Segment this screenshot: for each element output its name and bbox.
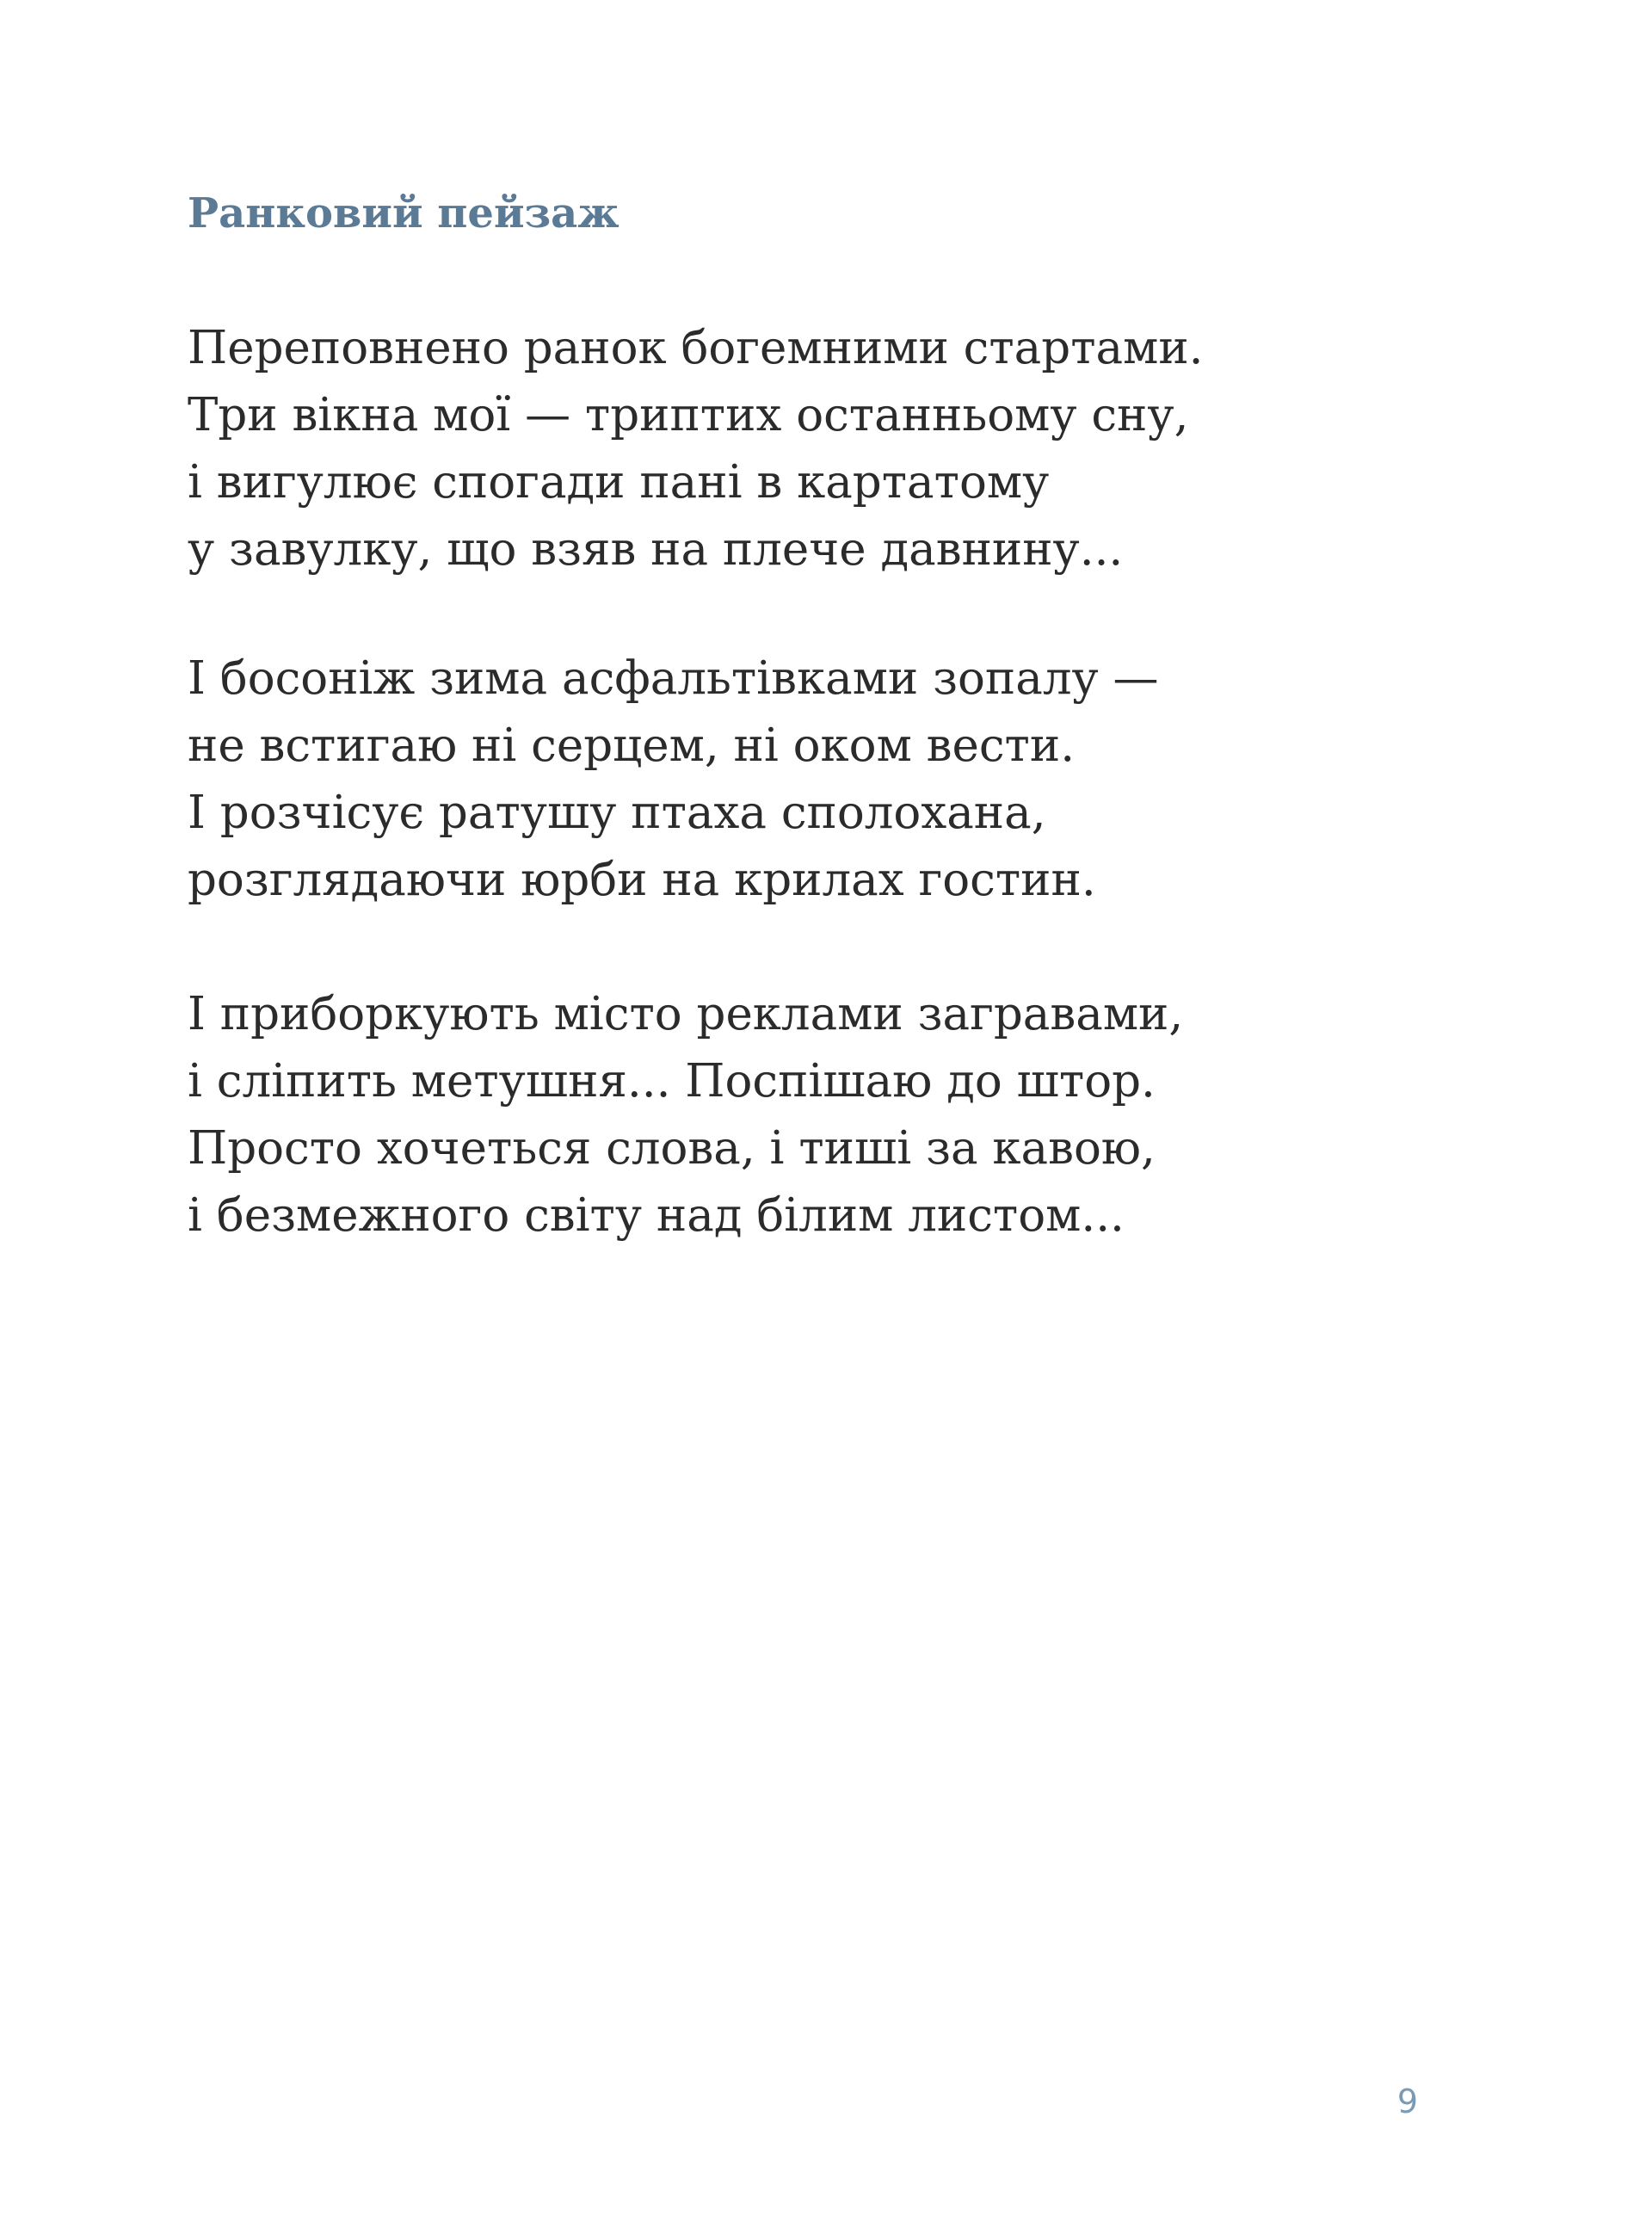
verse-line: розглядаючи юрби на крилах гостин. bbox=[188, 854, 1096, 906]
verse-line: і сліпить метушня... Поспішаю до штор. bbox=[188, 1055, 1156, 1108]
verse-line: Три вікна мої — триптих останньому сну, bbox=[188, 389, 1189, 441]
verse-line: І розчісує ратушу птаха сполохана, bbox=[188, 787, 1046, 839]
page-number: 9 bbox=[1396, 2083, 1419, 2120]
verse-line: І босоніж зима асфальтівками зопалу — bbox=[188, 652, 1159, 705]
verse-line: у завулку, що взяв на плече давнину... bbox=[188, 523, 1124, 576]
verse-line: І приборкують місто реклами загравами, bbox=[188, 988, 1184, 1040]
verse-line: не встигаю ні серцем, ні оком вести. bbox=[188, 719, 1076, 772]
stanza-3 bbox=[188, 981, 1183, 1250]
verse-line: Переповнено ранок богемними стартами. bbox=[188, 322, 1204, 374]
stanza-2 bbox=[188, 645, 1159, 914]
stanza-1 bbox=[188, 315, 1204, 583]
poem-title: Ранковий пейзаж bbox=[188, 189, 620, 238]
verse-line: і вигулює спогади пані в картатому bbox=[188, 456, 1050, 509]
verse-line: Просто хочеться слова, і тиші за кавою, bbox=[188, 1122, 1156, 1175]
verse-line: і безмежного світу над білим листом... bbox=[188, 1189, 1125, 1242]
